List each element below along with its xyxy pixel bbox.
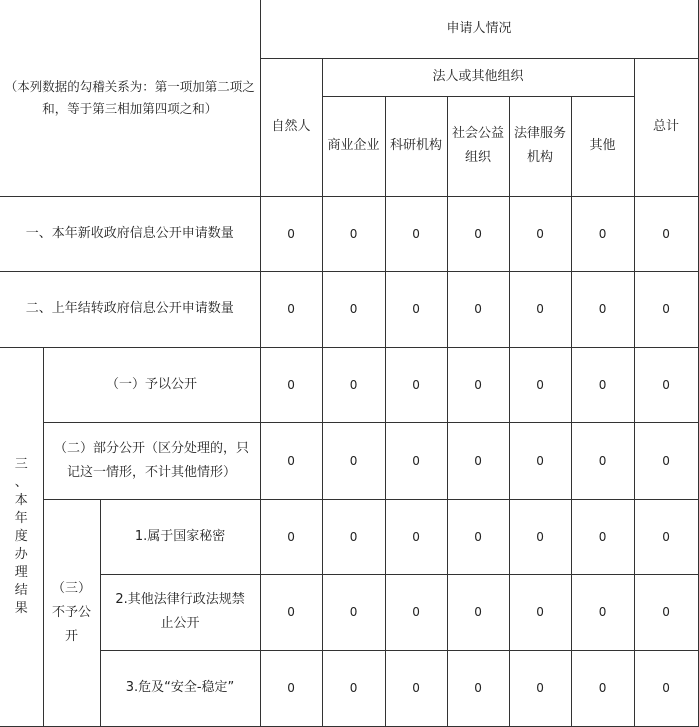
cell-value: 0 (260, 196, 322, 271)
row-label: 二、上年结转政府信息公开申请数量 (0, 271, 260, 347)
cell-value: 0 (385, 271, 447, 347)
cell-value: 0 (509, 422, 571, 499)
cell-value: 0 (509, 271, 571, 347)
cell-value: 0 (385, 422, 447, 499)
table-row (0, 196, 698, 271)
cell-value: 0 (322, 196, 385, 271)
cell-value: 0 (571, 271, 634, 347)
row-label: （一）予以公开 (43, 347, 260, 422)
cell-value: 0 (509, 574, 571, 650)
section-3-char: 年 (14, 510, 28, 526)
cell-value: 0 (509, 650, 571, 726)
cell-value: 0 (322, 271, 385, 347)
cell-value: 0 (322, 499, 385, 574)
section-3-char: 办 (14, 546, 28, 562)
cell-value: 0 (322, 422, 385, 499)
row-label: （二）部分公开（区分处理的，只记这一情形，不计其他情形） (43, 422, 260, 499)
cell-value: 0 (260, 422, 322, 499)
cell-value: 0 (634, 422, 698, 499)
cell-value: 0 (447, 422, 509, 499)
cell-value: 0 (260, 499, 322, 574)
cell-value: 0 (385, 650, 447, 726)
applicant-info-header: 申请人情况 (260, 0, 698, 58)
table-row (0, 499, 698, 574)
cell-value: 0 (447, 650, 509, 726)
cell-value: 0 (571, 347, 634, 422)
not-disclosed-group-label: （三）不予公开 (43, 499, 100, 726)
other-header: 其他 (571, 96, 634, 196)
cell-value: 0 (571, 196, 634, 271)
row-label: 一、本年新收政府信息公开申请数量 (0, 196, 260, 271)
cell-value: 0 (571, 499, 634, 574)
cell-value: 0 (634, 271, 698, 347)
cell-value: 0 (447, 271, 509, 347)
cell-value: 0 (260, 650, 322, 726)
row-label: 1.属于国家秘密 (100, 499, 260, 574)
cell-value: 0 (260, 347, 322, 422)
section-3-char: 结 (14, 582, 28, 598)
cell-value: 0 (385, 196, 447, 271)
cell-value: 0 (634, 574, 698, 650)
table-row (0, 347, 698, 422)
cell-value: 0 (385, 347, 447, 422)
section-3-label (0, 347, 43, 726)
section-3-char: 理 (14, 564, 28, 580)
natural-person-header: 自然人 (260, 58, 322, 196)
cell-value: 0 (634, 650, 698, 726)
commercial-header: 商业企业 (322, 96, 385, 196)
cell-value: 0 (260, 271, 322, 347)
cell-value: 0 (322, 574, 385, 650)
cell-value: 0 (322, 347, 385, 422)
cell-value: 0 (509, 499, 571, 574)
legal-service-header: 法律服务机构 (509, 96, 571, 196)
section-3-char: 果 (14, 600, 28, 616)
table-row (0, 422, 698, 499)
section-3-chars (0, 452, 43, 622)
table-row (0, 574, 698, 650)
section-3-char: 三 (14, 456, 28, 472)
row-label: 3.危及“安全-稳定” (100, 650, 260, 726)
cell-value: 0 (385, 574, 447, 650)
cell-value: 0 (571, 422, 634, 499)
research-header: 科研机构 (385, 96, 447, 196)
total-header: 总计 (634, 58, 698, 196)
cell-value: 0 (509, 347, 571, 422)
table-row (0, 650, 698, 726)
cell-value: 0 (634, 196, 698, 271)
cell-value: 0 (447, 347, 509, 422)
section-3-char: 本 (14, 492, 28, 508)
legal-orgs-header: 法人或其他组织 (322, 58, 634, 96)
cell-value: 0 (447, 574, 509, 650)
cell-value: 0 (385, 499, 447, 574)
cell-value: 0 (447, 196, 509, 271)
cell-value: 0 (634, 347, 698, 422)
section-3-char: 、 (14, 474, 28, 490)
cell-value: 0 (509, 196, 571, 271)
header-note: （本列数据的勾稽关系为：第一项加第二项之和，等于第三相加第四项之和） (0, 0, 260, 196)
table-row (0, 271, 698, 347)
social-welfare-header: 社会公益组织 (447, 96, 509, 196)
cell-value: 0 (571, 574, 634, 650)
section-3-char: 度 (14, 528, 28, 544)
cell-value: 0 (634, 499, 698, 574)
cell-value: 0 (571, 650, 634, 726)
cell-value: 0 (322, 650, 385, 726)
cell-value: 0 (447, 499, 509, 574)
row-label: 2.其他法律行政法规禁止公开 (100, 574, 260, 650)
cell-value: 0 (260, 574, 322, 650)
